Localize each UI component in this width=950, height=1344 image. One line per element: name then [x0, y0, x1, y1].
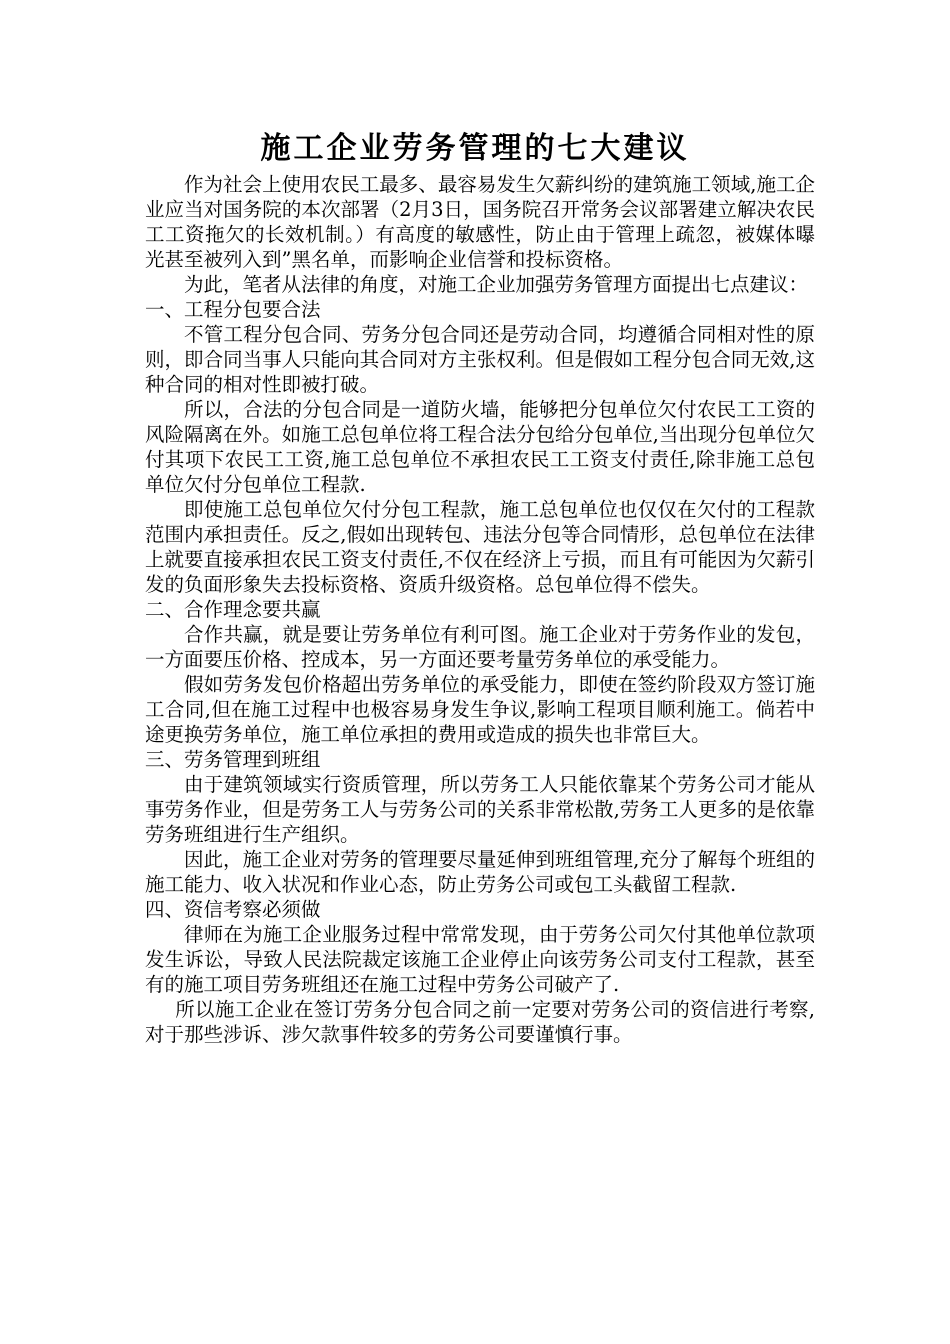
paragraph: 所以，合法的分包合同是一道防火墙，能够把分包单位欠付农民工工资的风险隔离在外。如施工总包单位将工程合法分包给分包单位,当出现分包单位欠付其项下农民工工资,施工总包单位不承担农民工工资支付责任,除非施工总包单位欠付分包单位工程款.	[145, 398, 815, 496]
section-heading-1: 一、工程分包要合法	[145, 298, 321, 321]
paragraph: 假如劳务发包价格超出劳务单位的承受能力，即使在签约阶段双方签订施工合同,但在施工过程中也极容易身发生争议,影响工程项目顺利施工。倘若中途更换劳务单位，施工单位承担的费用或造成的损失也非常巨大。	[145, 673, 815, 746]
paragraph: 由于建筑领域实行资质管理，所以劳务工人只能依靠某个劳务公司才能从事劳务作业，但是劳务工人与劳务公司的关系非常松散,劳务工人更多的是依靠劳务班组进行生产组织。	[145, 773, 815, 846]
paragraph-proposal: 为此，笔者从法律的角度，对施工企业加强劳务管理方面提出七点建议：	[184, 273, 809, 296]
document-title: 施工企业劳务管理的七大建议	[260, 131, 690, 166]
section-heading-2: 二、合作理念要共赢	[145, 598, 321, 621]
paragraph: 不管工程分包合同、劳务分包合同还是劳动合同，均遵循合同相对性的原则，即合同当事人只能向其合同对方主张权利。但是假如工程分包合同无效,这种合同的相对性即被打破。	[145, 323, 815, 396]
document-body	[145, 172, 815, 1047]
paragraph: 因此，施工企业对劳务的管理要尽量延伸到班组管理,充分了解每个班组的施工能力、收入状况和作业心态，防止劳务公司或包工头截留工程款.	[145, 848, 815, 896]
paragraph: 所以施工企业在签订劳务分包合同之前一定要对劳务公司的资信进行考察,对于那些涉诉、涉欠款事件较多的劳务公司要谨慎行事。	[145, 998, 815, 1046]
section-heading-3: 三、劳务管理到班组	[145, 748, 321, 771]
paragraph-intro: 作为社会上使用农民工最多、最容易发生欠薪纠纷的建筑施工领域,施工企业应当对国务院的本次部署（2月3日，国务院召开常务会议部署建立解决农民工工资拖欠的长效机制。）有高度的敏感性，防止由于管理上疏忽，被媒体曝光甚至被列入到”黑名单，而影响企业信誉和投标资格。	[145, 173, 815, 271]
paragraph: 律师在为施工企业服务过程中常常发现，由于劳务公司欠付其他单位款项发生诉讼，导致人民法院裁定该施工企业停止向该劳务公司支付工程款，甚至有的施工项目劳务班组还在施工过程中劳务公司破产了.	[145, 923, 815, 996]
paragraph: 合作共赢，就是要让劳务单位有利可图。施工企业对于劳务作业的发包，一方面要压价格、控成本，另一方面还要考量劳务单位的承受能力。	[145, 623, 815, 671]
section-heading-4: 四、资信考察必须做	[145, 898, 321, 921]
paragraph: 即使施工总包单位欠付分包工程款，施工总包单位也仅仅在欠付的工程款范围内承担责任。反之,假如出现转包、违法分包等合同情形，总包单位在法律上就要直接承担农民工资支付责任,不仅在经济上亏损，而且有可能因为欠薪引发的负面形象失去投标资格、资质升级资格。总包单位得不偿失。	[145, 498, 815, 596]
